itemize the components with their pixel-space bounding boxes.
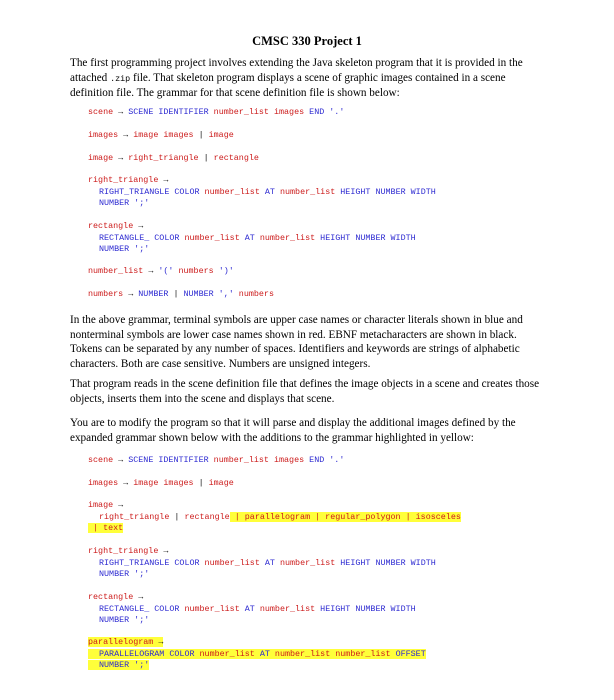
page-title: CMSC 330 Project 1 [252,34,362,48]
grammar1-rectangle: rectangle → RECTANGLE_ COLOR number_list AT number_list HEIGHT NUMBER WIDTH NUMBER ';' [88,221,416,254]
intro-code: .zip [110,73,131,84]
highlighted-additions: | parallelogram | regular_polygon | isosceles [229,511,461,522]
highlighted-text-alternative: | text [93,523,124,533]
modification-instructions-paragraph: You are to modify the program so that it will parse and display the additional images defined by the expanded grammar shown below with the additions to the grammar highlighted in yellow: [70,417,516,444]
grammar1-number-list: number_list → '(' numbers ')' [88,266,234,276]
grammar1-right-triangle: right_triangle → RIGHT_TRIANGLE COLOR number_list AT number_list HEIGHT NUMBER WIDTH NUMBER ';' [88,175,436,208]
grammar2-rectangle: rectangle → RECTANGLE_ COLOR number_list AT number_list HEIGHT NUMBER WIDTH NUMBER ';' [88,592,416,625]
intro-paragraph [70,56,546,101]
program-description-paragraph: That program reads in the scene definition file that defines the image objects in a scene and creates those objects, inserts them into the scene and displays that scene. [70,378,540,405]
intro-text-1: The first programming project involves extending the Java skeleton program that it is provided in the attached [70,57,523,84]
grammar1-images: images → image images | image [88,130,234,140]
grammar2-image: image → right_triangle | rectangle | parallelogram | regular_polygon | isosceles | text [88,500,461,533]
grammar1-image: image → right_triangle | rectangle [88,153,259,163]
grammar-explanation-paragraph: In the above grammar, terminal symbols are upper case names or character literals shown in blue and nonterminal symbols are lower case names shown in red. EBNF metacharacters are shown in black. Tokens can be separated by any number of spaces. Identifiers and keywords are strings of alphabetic characters. Both are case sensitive. Numbers are unsigned integers. [70,314,523,370]
grammar2-right-triangle: right_triangle → RIGHT_TRIANGLE COLOR number_list AT number_list HEIGHT NUMBER WIDTH NUMBER ';' [88,546,436,579]
grammar2-parallelogram: parallelogram → PARALLELOGRAM COLOR number_list AT number_list number_list OFFSET NUMBER ';' [88,637,426,670]
intro-text-2: file. That skeleton program displays a scene of graphic images contained in a scene definition file. The grammar for that scene definition file is shown below: [70,71,506,100]
grammar1-scene: scene → SCENE IDENTIFIER number_list images END '.' [88,107,345,117]
grammar2-images: images → image images | image [88,478,234,488]
grammar1-numbers: numbers → NUMBER | NUMBER ',' numbers [88,289,274,299]
grammar2-scene: scene → SCENE IDENTIFIER number_list images END '.' [88,455,345,465]
